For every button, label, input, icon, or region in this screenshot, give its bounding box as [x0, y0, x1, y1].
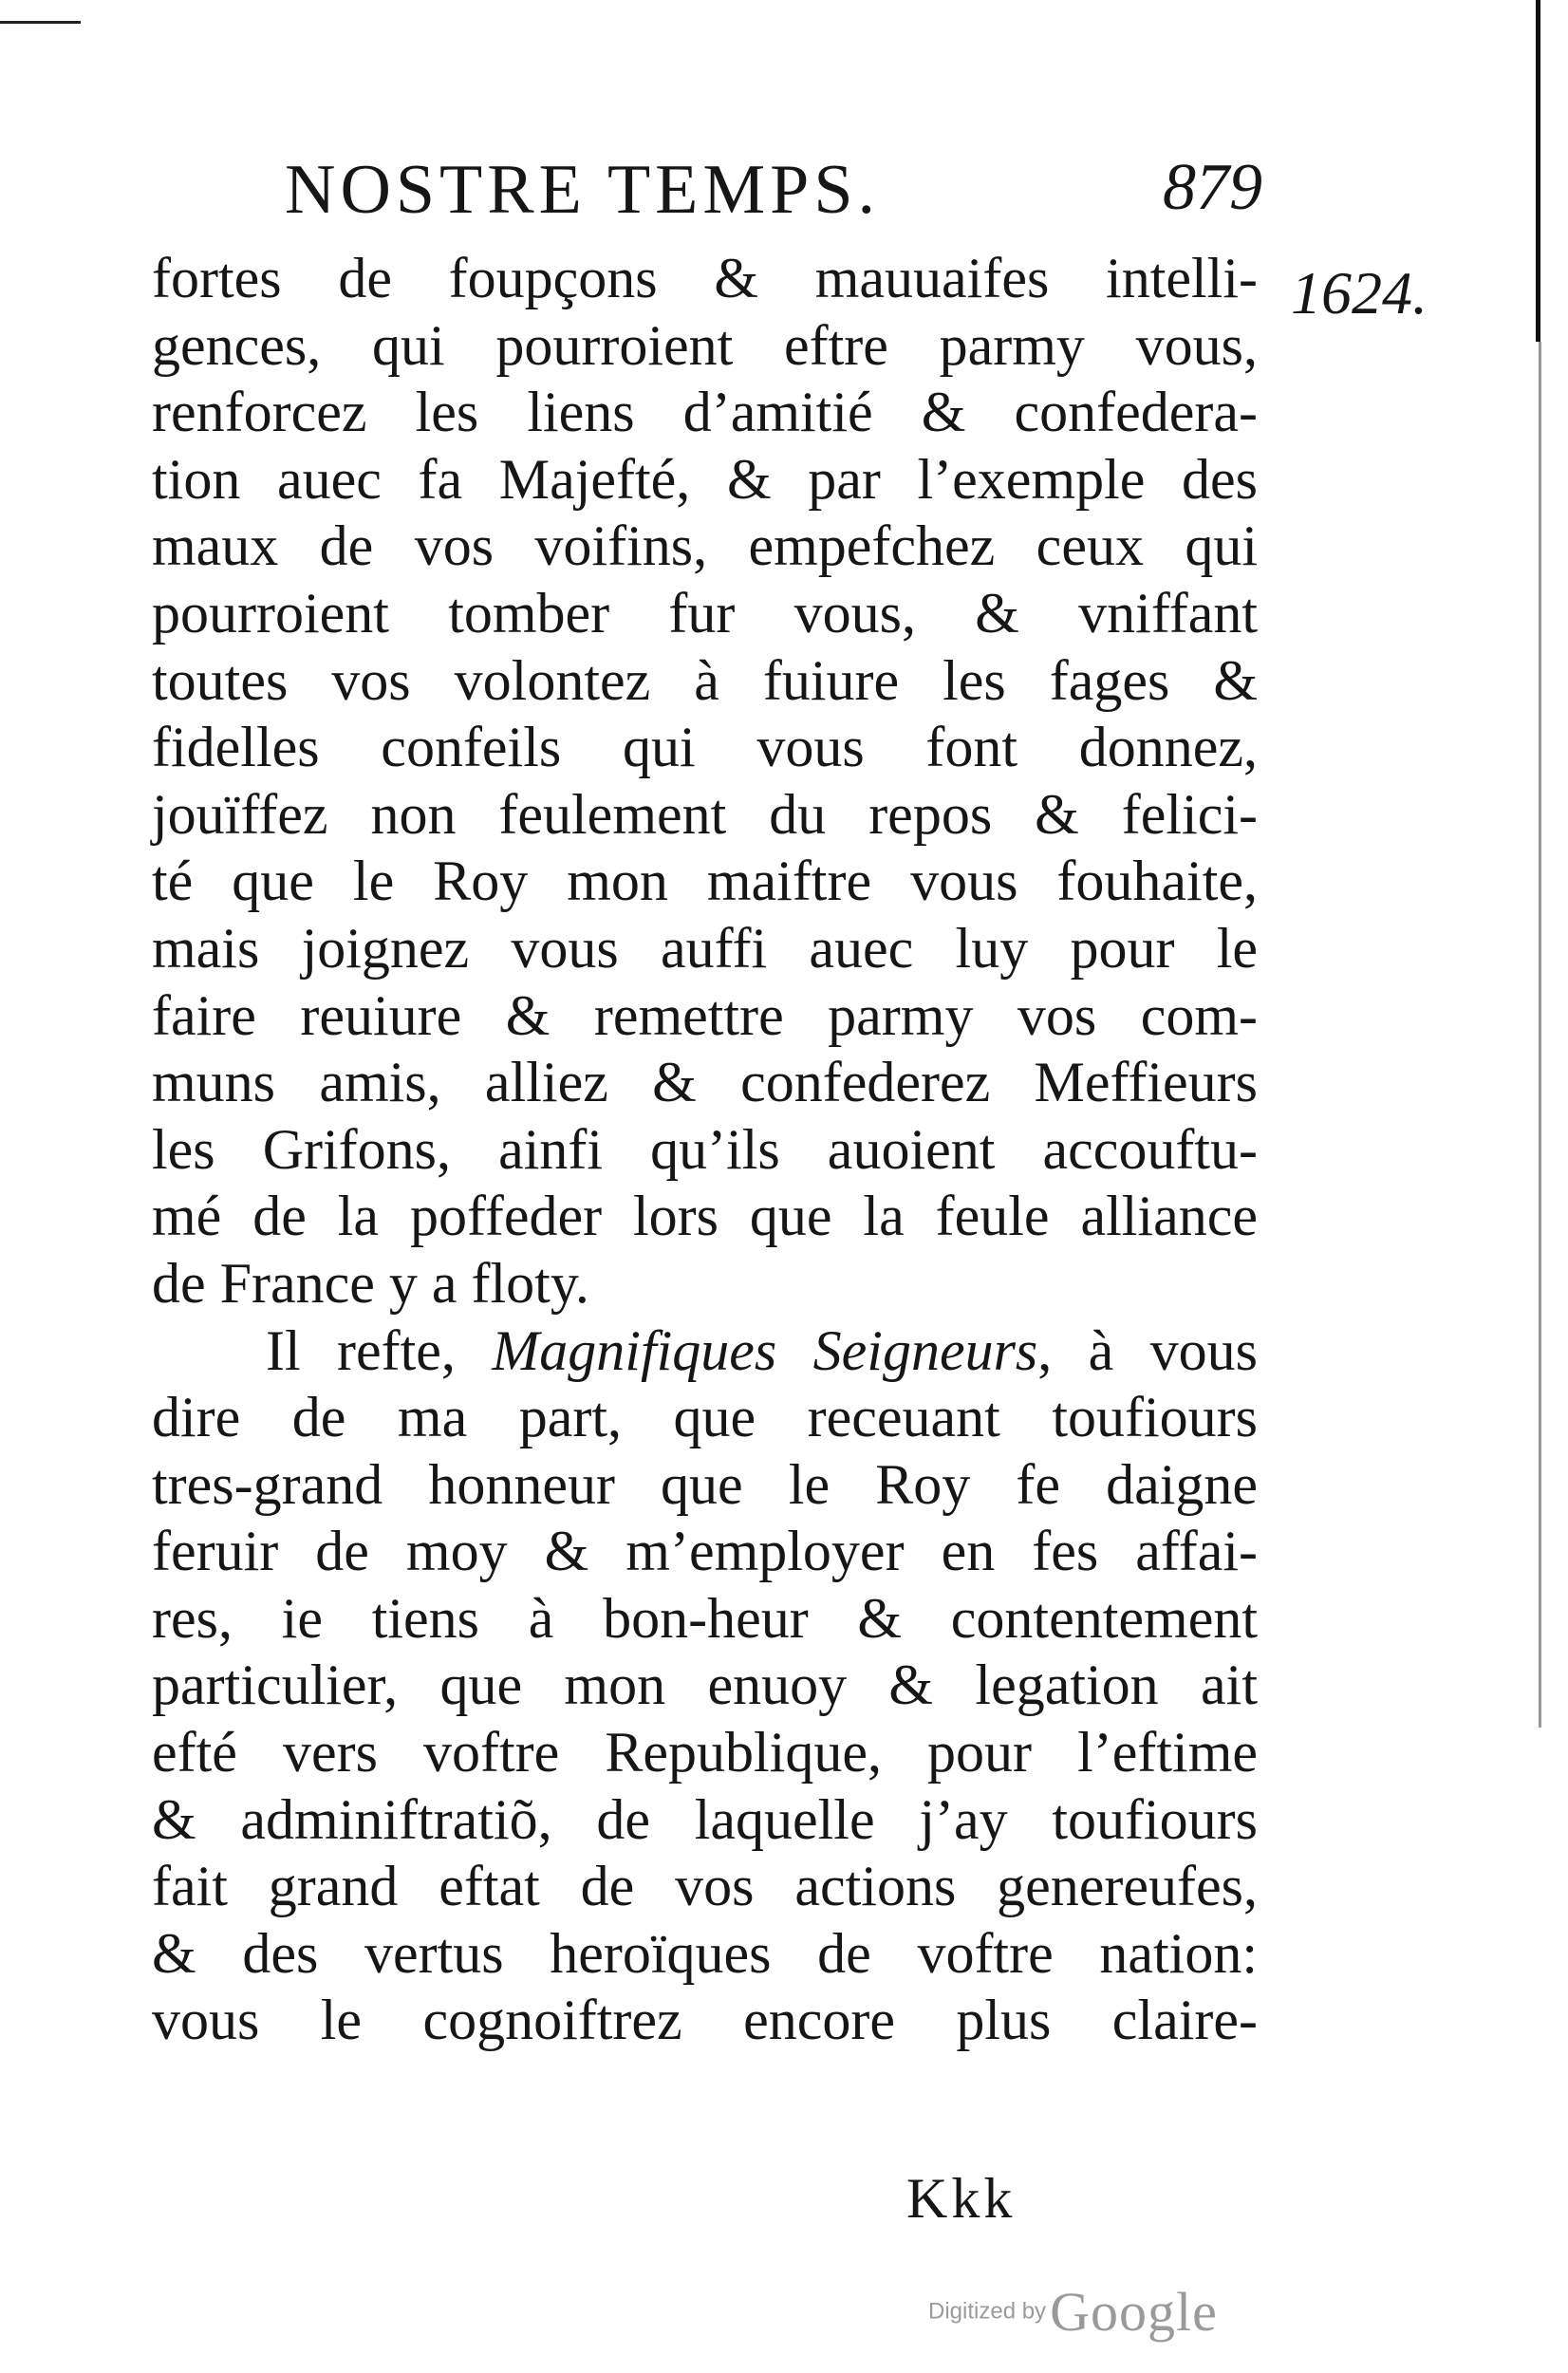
- text-line: fortes de foupçons & mauuaifes intelli-: [152, 247, 1258, 309]
- text-line: les Grifons, ainfi qu’ils auoient accouftu-: [152, 1117, 1258, 1181]
- text-line: tion auec fa Majefté, & par l’exemple des: [152, 447, 1258, 511]
- text-line: res, ie tiens à bon-heur & contentement: [152, 1586, 1258, 1650]
- text-line: [152, 1317, 1258, 1385]
- text-line: pourroient tomber fur vous, & vniffant: [152, 581, 1258, 645]
- italic-address: Magnifiques Seigneurs: [492, 1318, 1038, 1382]
- digitization-watermark: [928, 2280, 1218, 2343]
- text-line-part: Il refte,: [266, 1318, 493, 1382]
- text-line: toutes vos volontez à fuiure les fages &: [152, 648, 1258, 712]
- text-line: muns amis, alliez & confederez Meffieurs: [152, 1051, 1258, 1114]
- page-header: [285, 150, 1262, 235]
- text-line: efté vers voftre Republique, pour l’eftime: [152, 1721, 1258, 1784]
- text-line-part: , à vous: [1037, 1318, 1259, 1382]
- text-line: faire reuiure & remettre parmy vos com-: [152, 983, 1258, 1047]
- text-line: maux de vos voifins, empefchez ceux qui: [152, 514, 1258, 578]
- watermark-brand: Google: [1050, 2281, 1218, 2343]
- text-line: fait grand eftat de vos actions genereufes,: [152, 1855, 1258, 1918]
- margin-note-year: 1624.: [1291, 259, 1428, 327]
- text-line: dire de ma part, que receuant toufiours: [152, 1386, 1258, 1449]
- text-line: feruir de moy & m’employer en fes affai-: [152, 1520, 1258, 1583]
- text-line: mé de la poffeder lors que la feule alliance: [152, 1185, 1258, 1248]
- text-line: vous le cognoiftrez encore plus claire-: [152, 1989, 1258, 2052]
- watermark-prefix: Digitized by: [928, 2298, 1047, 2325]
- text-line: tres-grand honneur que le Roy fe daigne: [152, 1452, 1258, 1516]
- scan-page-edge-shadow: [1539, 342, 1541, 1728]
- text-line: de France y a floty.: [152, 1251, 589, 1315]
- text-line: & des vertus heroïques de voftre nation:: [152, 1921, 1258, 1985]
- scan-page-edge: [1536, 0, 1540, 342]
- page-number: 879: [1163, 151, 1262, 224]
- text-line: fidelles confeils qui vous font donnez,: [152, 716, 1258, 779]
- text-line: mais joignez vous auffi auec luy pour le: [152, 916, 1258, 980]
- text-line: particulier, que mon enuoy & legation ait: [152, 1654, 1258, 1717]
- text-line: & adminiftratiõ, de laquelle j’ay toufiours: [152, 1787, 1258, 1851]
- body-text: [152, 245, 1258, 2054]
- text-line: té que le Roy mon maiftre vous fouhaite,: [152, 850, 1258, 913]
- text-line: renforcez les liens d’amitié & confedera-: [152, 381, 1258, 444]
- text-line: jouïffez non feulement du repos & felici-: [152, 782, 1258, 846]
- running-head: NOSTRE TEMPS.: [285, 151, 880, 229]
- catchword: Kkk: [906, 2167, 1017, 2230]
- scan-edge-rule: [0, 21, 81, 24]
- text-line: gences, qui pourroient eftre parmy vous,: [152, 313, 1258, 377]
